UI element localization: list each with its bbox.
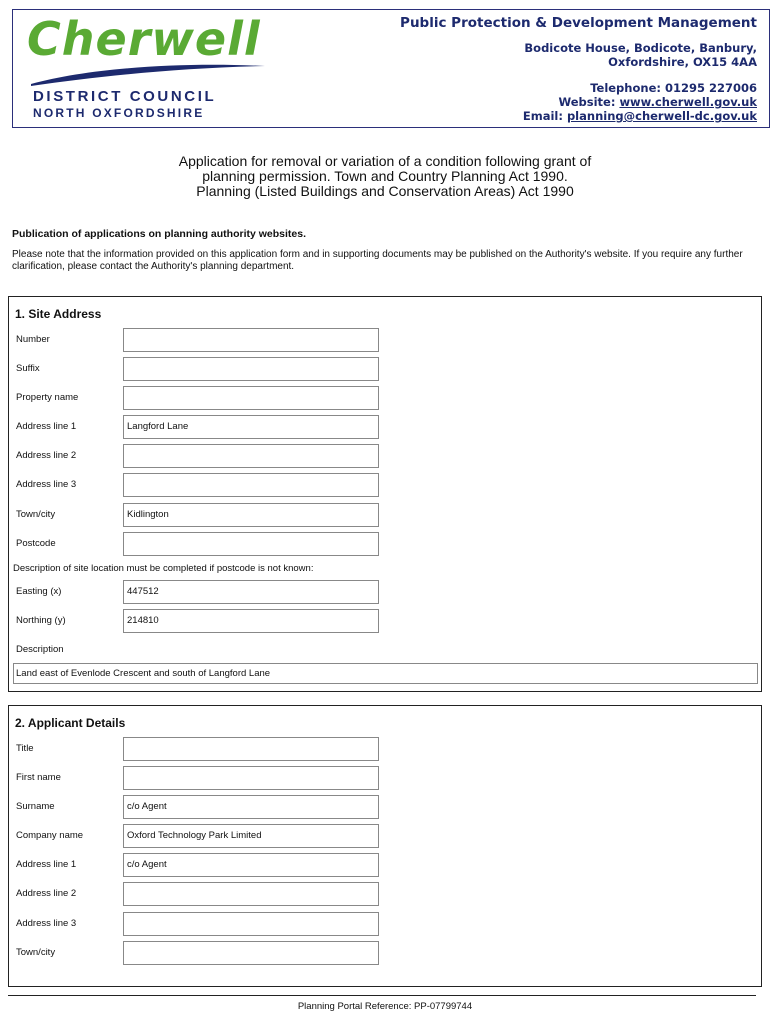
address-line-3-input[interactable]: [123, 912, 379, 936]
field-first-name: [9, 766, 761, 792]
website-row: [400, 95, 757, 109]
field-address-line-3: [9, 473, 761, 499]
council-contact: [400, 15, 757, 123]
field-label: Easting (x): [16, 586, 62, 597]
form-title-line-3: Planning (Listed Buildings and Conservation Areas) Act 1990: [196, 183, 574, 199]
email-link[interactable]: planning@cherwell-dc.gov.uk: [566, 109, 757, 123]
field-label: Suffix: [16, 363, 40, 374]
field-label: Address line 1: [16, 859, 77, 870]
field-property-name: [9, 386, 761, 412]
field-title: [9, 737, 761, 763]
field-label: Surname: [16, 801, 55, 812]
description-label: Description: [16, 644, 64, 655]
field-label: Address line 2: [16, 450, 77, 461]
field-address-line-1: [9, 853, 761, 879]
field-number: [9, 328, 761, 354]
field-company-name: [9, 824, 761, 850]
field-label: Address line 2: [16, 888, 77, 899]
field-label: Property name: [16, 392, 79, 403]
field-label: Address line 3: [16, 479, 77, 490]
website-label: Website:: [558, 95, 620, 109]
field-address-line-3: [9, 912, 761, 938]
field-label: Number: [16, 334, 50, 345]
field-northing: [9, 609, 761, 635]
town-city-input[interactable]: [123, 941, 379, 965]
address-line-2: Oxfordshire, OX15 4AA: [608, 55, 757, 69]
cherwell-logo: Cherwell: [27, 12, 261, 66]
field-label: First name: [16, 772, 61, 783]
field-town-city: [9, 941, 761, 967]
email-label: Email:: [522, 109, 567, 123]
field-suffix: [9, 357, 761, 383]
form-title-line-1: Application for removal or variation of a condition following grant of: [178, 153, 592, 169]
field-label: Address line 3: [16, 918, 77, 929]
field-label: Town/city: [16, 509, 56, 520]
number-input[interactable]: [123, 328, 379, 352]
publication-heading: Publication of applications on planning authority websites.: [12, 228, 307, 240]
email-row: [400, 109, 757, 123]
field-surname: [9, 795, 761, 821]
section-title: 2. Applicant Details: [15, 716, 126, 730]
field-postcode: [9, 532, 761, 558]
company-name-input[interactable]: Oxford Technology Park Limited: [123, 824, 379, 848]
address-line-2-input[interactable]: [123, 444, 379, 468]
field-address-line-1: [9, 415, 761, 441]
publication-notice: Please note that the information provided on this application form and in supporting documents may be published on the Authority's website. If you require any further clarification, please contact the Authority's planning department.: [12, 249, 743, 272]
department-title: Public Protection & Development Management: [400, 15, 757, 31]
logo-district-council: DISTRICT COUNCIL: [33, 88, 217, 105]
field-address-line-2: [9, 882, 761, 908]
town-city-input[interactable]: Kidlington: [123, 503, 379, 527]
field-label: Title: [16, 743, 34, 754]
logo-swoosh-icon: [29, 58, 269, 88]
property-name-input[interactable]: [123, 386, 379, 410]
field-label: Postcode: [16, 538, 56, 549]
first-name-input[interactable]: [123, 766, 379, 790]
address-line-2-input[interactable]: [123, 882, 379, 906]
form-title: [0, 154, 770, 199]
field-label: Company name: [16, 830, 84, 841]
portal-reference: Planning Portal Reference: PP-07799744: [297, 1001, 473, 1012]
address-line-1-input[interactable]: Langford Lane: [123, 415, 379, 439]
postcode-input[interactable]: [123, 532, 379, 556]
surname-input[interactable]: c/o Agent: [123, 795, 379, 819]
suffix-input[interactable]: [123, 357, 379, 381]
field-easting: [9, 580, 761, 606]
field-label: Town/city: [16, 947, 56, 958]
title-input[interactable]: [123, 737, 379, 761]
address-line-3-input[interactable]: [123, 473, 379, 497]
website-link[interactable]: www.cherwell.gov.uk: [619, 95, 757, 109]
footer-divider: [8, 995, 756, 996]
letterhead: [12, 9, 770, 128]
description-input[interactable]: Land east of Evenlode Crescent and south of Langford Lane: [13, 663, 758, 684]
applicant-details-section: [8, 705, 762, 987]
logo-north-oxfordshire: NORTH OXFORDSHIRE: [33, 106, 205, 120]
site-address-section: [8, 296, 762, 692]
field-address-line-2: [9, 444, 761, 470]
address-line-1-input[interactable]: c/o Agent: [123, 853, 379, 877]
location-note: Description of site location must be completed if postcode is not known:: [13, 563, 314, 574]
easting-input[interactable]: 447512: [123, 580, 379, 604]
field-label: Northing (y): [16, 615, 66, 626]
telephone: Telephone: 01295 227006: [590, 81, 757, 95]
form-title-line-2: planning permission. Town and Country Planning Act 1990.: [202, 168, 568, 184]
field-label: Address line 1: [16, 421, 77, 432]
address-line-1: Bodicote House, Bodicote, Banbury,: [524, 41, 757, 55]
field-town-city: [9, 503, 761, 529]
section-title: 1. Site Address: [15, 307, 102, 321]
northing-input[interactable]: 214810: [123, 609, 379, 633]
